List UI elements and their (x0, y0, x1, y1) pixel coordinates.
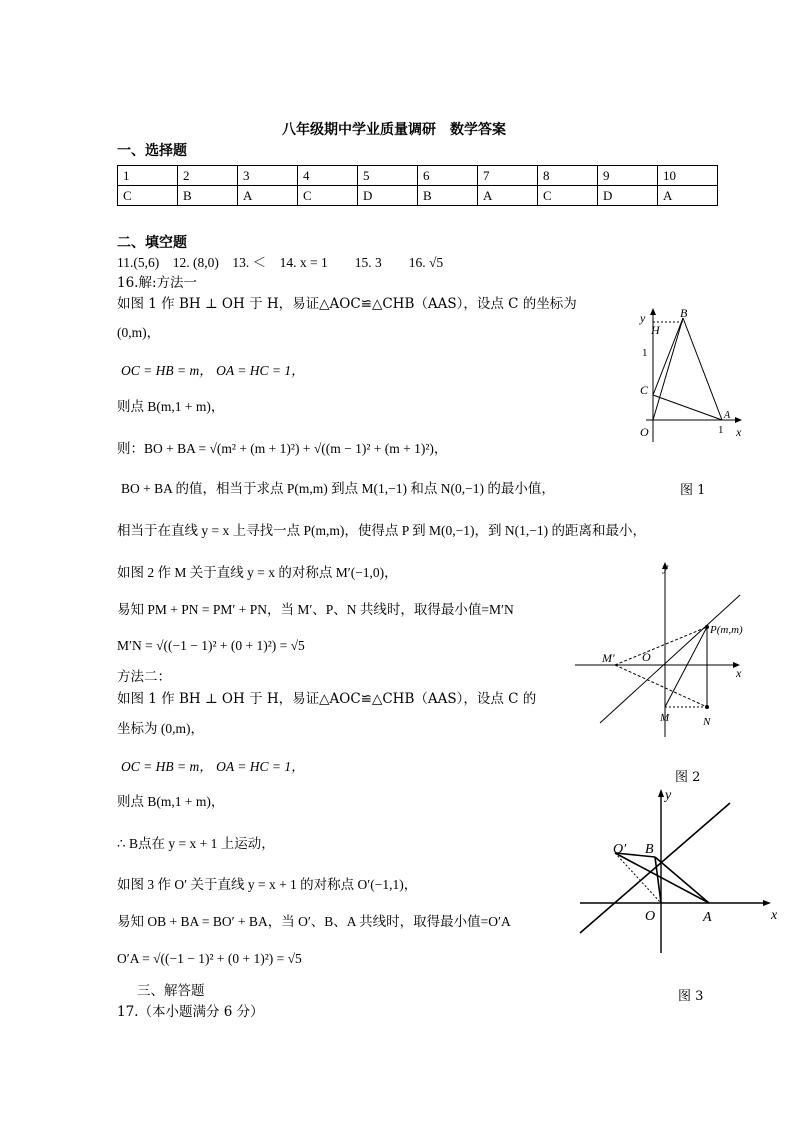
table-cell-number: 4 (298, 166, 358, 186)
m1-line-8: 如图 2 作 M 关于直线 y = x 的对称点 M′(−1,0)， (117, 565, 398, 580)
table-cell-answer: A (478, 186, 538, 206)
table-row-answers (118, 186, 718, 206)
fig3-label-b: B (645, 842, 654, 857)
figure-2 (570, 555, 750, 745)
m2-line-8: O′A = √((−1 − 1)² + (0 + 1)²) = √5 (117, 951, 302, 966)
m2-heading: 方法二： (117, 669, 171, 685)
m1-line-3: OC = HB = m， OA = HC = 1， (121, 363, 305, 378)
m2-line-5: ∴ B点在 y = x + 1 上运动， (117, 836, 275, 851)
fig3-y-arrow-icon (658, 789, 664, 797)
section-choice-heading: 一、选择题 (117, 143, 187, 159)
table-cell-answer: C (538, 186, 598, 206)
table-cell-number: 9 (598, 166, 658, 186)
fig1-label-o: O (640, 425, 649, 439)
fig2-label-x: x (736, 666, 742, 680)
fig3-oo-segment (615, 853, 661, 903)
q16-heading: 16.解:方法一 (117, 275, 198, 291)
fig1-x-arrow-icon (735, 417, 742, 423)
fig3-label-x: x (771, 908, 778, 923)
fig3-x-arrow-icon (763, 900, 771, 906)
table-row-numbers (118, 166, 718, 186)
fig3-label-o-prime: O′ (613, 842, 627, 857)
m1-line-1: 如图 1 作 BH ⊥ OH 于 H，易证△AOC≌△CHB（AAS），设点 C 的坐标为 (117, 296, 577, 312)
table-cell-number: 2 (178, 166, 238, 186)
table-cell-answer: D (598, 186, 658, 206)
m2-line-2: 坐标为 (0,m)， (117, 721, 204, 736)
fig1-label-one-x: 1 (718, 424, 724, 436)
fig1-ba-segment (683, 318, 722, 420)
fig2-label-p: P(m,m) (710, 624, 743, 636)
table-cell-answer: C (118, 186, 178, 206)
table-cell-number: 8 (538, 166, 598, 186)
fig1-label-a: A (724, 410, 731, 421)
fig2-pm-segment (665, 627, 707, 707)
fig2-label-m-prime: M′ (602, 651, 615, 665)
fig3-label-y: y (665, 788, 672, 803)
m1-line-6: BO + BA 的值，相当于求点 P(m,m) 到点 M(1,−1) 和点 N(0,−1) 的最小值， (121, 481, 555, 496)
table-cell-answer: A (238, 186, 298, 206)
fig3-label-a: A (703, 910, 712, 925)
m2-line-1: 如图 1 作 BH ⊥ OH 于 H，易证△AOC≌△CHB（AAS），设点 C 的 (117, 691, 537, 707)
fig3-caption: 图 3 (678, 989, 704, 1004)
table-cell-answer: B (178, 186, 238, 206)
figure-3 (575, 785, 790, 960)
section-solve-heading: 三、解答题 (137, 983, 205, 999)
page-title: 八年级期中学业质量调研 数学答案 (282, 122, 506, 138)
fig2-mp-segment (615, 627, 707, 665)
fig1-label-h: H (651, 323, 660, 337)
section-fill-heading: 二、填空题 (117, 235, 187, 251)
fill-answers-line: 11.(5,6) 12. (8,0) 13. ＜ 14. x = 1 15. 3 16. √5 (117, 255, 444, 270)
table-cell-number: 1 (118, 166, 178, 186)
fig2-line-y-eq-x (600, 595, 740, 723)
fig2-point-n (705, 705, 709, 709)
fig1-label-b: B (680, 306, 688, 320)
figure-1 (628, 300, 758, 450)
q17-heading: 17.（本小题满分 6 分） (117, 1004, 264, 1020)
fig1-caption: 图 1 (680, 483, 706, 498)
table-cell-answer: B (418, 186, 478, 206)
fig2-label-m: M (660, 712, 670, 724)
m2-line-3: OC = HB = m， OA = HC = 1， (121, 759, 305, 774)
fig1-label-one-y: 1 (642, 347, 648, 359)
table-cell-number: 6 (418, 166, 478, 186)
table-cell-number: 3 (238, 166, 298, 186)
fig3-ba-segment (655, 857, 709, 903)
table-cell-number: 5 (358, 166, 418, 186)
m2-line-6: 如图 3 作 O′ 关于直线 y = x + 1 的对称点 O′(−1,1)， (117, 877, 418, 892)
fig2-label-n: N (703, 716, 711, 728)
table-cell-number: 7 (478, 166, 538, 186)
fig3-oa-segment (615, 853, 709, 903)
fig1-ca-segment (653, 395, 722, 420)
m1-line-7: 相当于在直线 y = x 上寻找一点 P(m,m)，使得点 P 到 M(0,−1)，到 N(1,−1) 的距离和最小， (117, 523, 646, 538)
m1-line-10: M′N = √((−1 − 1)² + (0 + 1)²) = √5 (117, 638, 305, 653)
fig2-caption: 图 2 (675, 770, 701, 785)
table-cell-answer: D (358, 186, 418, 206)
answer-table (117, 165, 718, 206)
m2-line-7: 易知 OB + BA = BO′ + BA，当 O′、B、A 共线时，取得最小值=O′A (117, 914, 511, 929)
fig3-label-o: O (645, 909, 656, 924)
fig2-point-p (705, 625, 709, 629)
m2-line-4: 则点 B(m,1 + m)， (117, 794, 225, 809)
m1-line-5: 则：BO + BA = √(m² + (m + 1)²) + √((m − 1)² + (m + 1)²)， (117, 441, 448, 456)
fig2-label-y: y (663, 560, 669, 574)
fig1-label-c: C (640, 383, 649, 397)
fig1-y-arrow-icon (650, 308, 656, 315)
m1-line-4: 则点 B(m,1 + m)， (117, 399, 225, 414)
fig1-label-y: y (640, 311, 646, 325)
fig1-label-x: x (736, 425, 742, 439)
fig2-mn-segment (615, 665, 707, 707)
m1-line-9: 易知 PM + PN = PM′ + PN，当 M′、P、N 共线时，取得最小值=M′N (117, 602, 514, 617)
m1-line-2: (0,m)， (117, 325, 161, 340)
fig2-label-o: O (642, 650, 651, 664)
table-cell-answer: C (298, 186, 358, 206)
table-cell-number: 10 (658, 166, 718, 186)
table-cell-answer: A (658, 186, 718, 206)
